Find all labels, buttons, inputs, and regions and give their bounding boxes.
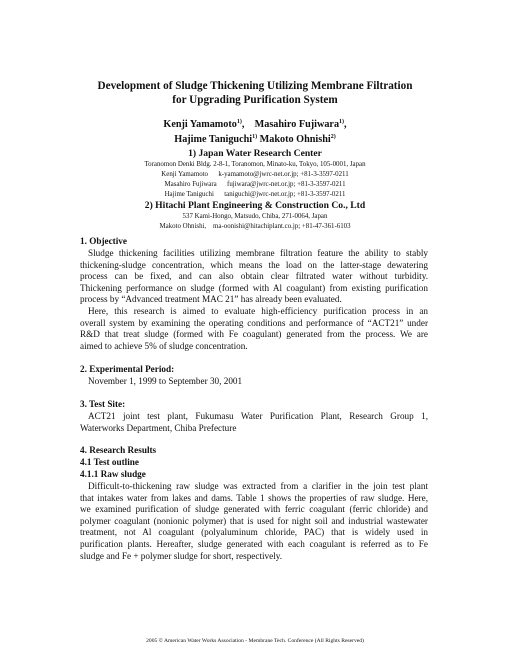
author-affiliation-mark: 1) [339,119,345,125]
objective-paragraph-2 [80,306,428,352]
text-line: treatment, not Al coagulant (polyaluminum chloride, PAC) that is widely used in [80,527,428,538]
text-line: purification plants. Hereafter, sludge generated with each coagulant is referred as to Fe [80,538,428,549]
text-line: R&D that treat sludge (formed with Fe coagulant) generated from the process. We are [80,329,428,340]
text-line: overall system by examining the operating conditions and performance of “ACT21” under [80,317,428,328]
author-separator: , [344,119,347,130]
author-separator: , [241,119,255,130]
text-line: thickening-sludge concentration, which means the load on the latter-stage dewatering [80,259,428,270]
page-footer: 2005 © American Water Works Association - Membrane Tech. Conference (All Rights Reserved) [146,638,364,644]
text-line: Thickening performance on sludge (formed with Al coagulant) from existing purification [80,282,428,293]
title-line-2: for Upgrading Purification System [172,94,338,106]
author-affiliation-mark: 2) [330,134,336,140]
title-line-1: Development of Sludge Thickening Utilizing Membrane Filtration [97,80,413,92]
author-affiliation-mark: 1) [252,134,258,140]
contact-line: Masahiro Fujiwara fujiwara@jwrc-net.or.jp; +81-3-3597-0211 [164,181,346,188]
author-affiliation-mark: 1) [236,119,242,125]
section-heading-site: 3. Test Site: [80,399,126,409]
text-line: we examined purification of sludge generated with ferric coagulant (ferric chloride) and [80,504,428,515]
text-line: Waterworks Department, Chiba Prefecture [80,422,237,433]
author-line-2 [60,131,450,146]
section-heading-objective: 1. Objective [80,236,127,246]
text-line: polymer coagulant (nonionic polymer) that is used for night soil and industrial wastewater [80,515,428,526]
subsection-heading-outline: 4.1 Test outline [80,457,139,467]
subsubsection-heading-raw-sludge: 4.1.1 Raw sludge [80,469,146,479]
affiliation-name: 2) Hitachi Plant Engineering & Construction Co., Ltd [144,200,366,211]
text-line: process can be fixed, and can also obtain clear filtrated water without turbidity. [80,271,428,282]
contact-line: Hajime Taniguchi taniguchi@jwrc-net.or.jp; +81-3-3597-0211 [164,191,346,198]
objective-paragraph-1 [80,248,428,306]
author-name: Hajime Taniguchi [174,134,253,145]
paper-title [60,79,450,107]
contact-line: Makoto Ohnishi, ma-oonishi@hitachiplant.co.jp; +81-47-361-6103 [159,223,351,230]
author-name: Masahiro Fujiwara [254,119,340,130]
author-list [60,116,450,146]
author-line-1 [60,116,450,131]
raw-sludge-paragraph [80,481,428,562]
text-line: sludge and Fe + polymer sludge for short, respectively. [80,550,283,561]
affiliation-address: Toranomon Denki Bldg. 2-8-1, Toranomon, Minato-ku, Tokyo, 105-0001, Japan [144,161,366,168]
affiliation-1 [60,148,450,200]
affiliation-address: 537 Kami-Hongo, Matsudo, Chiba, 271-0064, Japan [182,213,328,220]
text-line: ACT21 joint test plant, Fukumasu Water Purification Plant, Research Group 1, [88,411,428,421]
author-name: Makoto Ohnishi [259,134,331,145]
contact-line: Kenji Yamamoto k-yamamoto@jwrc-net.or.jp; +81-3-3597-0211 [161,171,349,178]
text-line: Here, this research is aimed to evaluate high-efficiency purification process in an [88,306,428,316]
site-paragraph [80,411,428,434]
text-line: that intakes water from lakes and dams. Table 1 shows the properties of raw sludge. Here, [80,492,428,503]
text-line: Difficult-to-thickening raw sludge was extracted from a clarifier in the join test plant [88,481,428,491]
section-heading-results: 4. Research Results [80,445,157,455]
text-line: process by “Advanced treatment MAC 21” has already been evaluated. [80,294,342,305]
section-heading-period: 2. Experimental Period: [80,364,175,374]
affiliation-2 [60,200,450,232]
affiliation-name: 1) Japan Water Research Center [188,148,322,159]
text-line: Sludge thickening facilities utilizing membrane filtration feature the ability to stably [88,248,428,258]
author-name: Kenji Yamamoto [163,119,237,130]
text-line: aimed to achieve 5% of sludge concentration. [80,340,248,351]
period-text: November 1, 1999 to September 30, 2001 [88,376,243,386]
